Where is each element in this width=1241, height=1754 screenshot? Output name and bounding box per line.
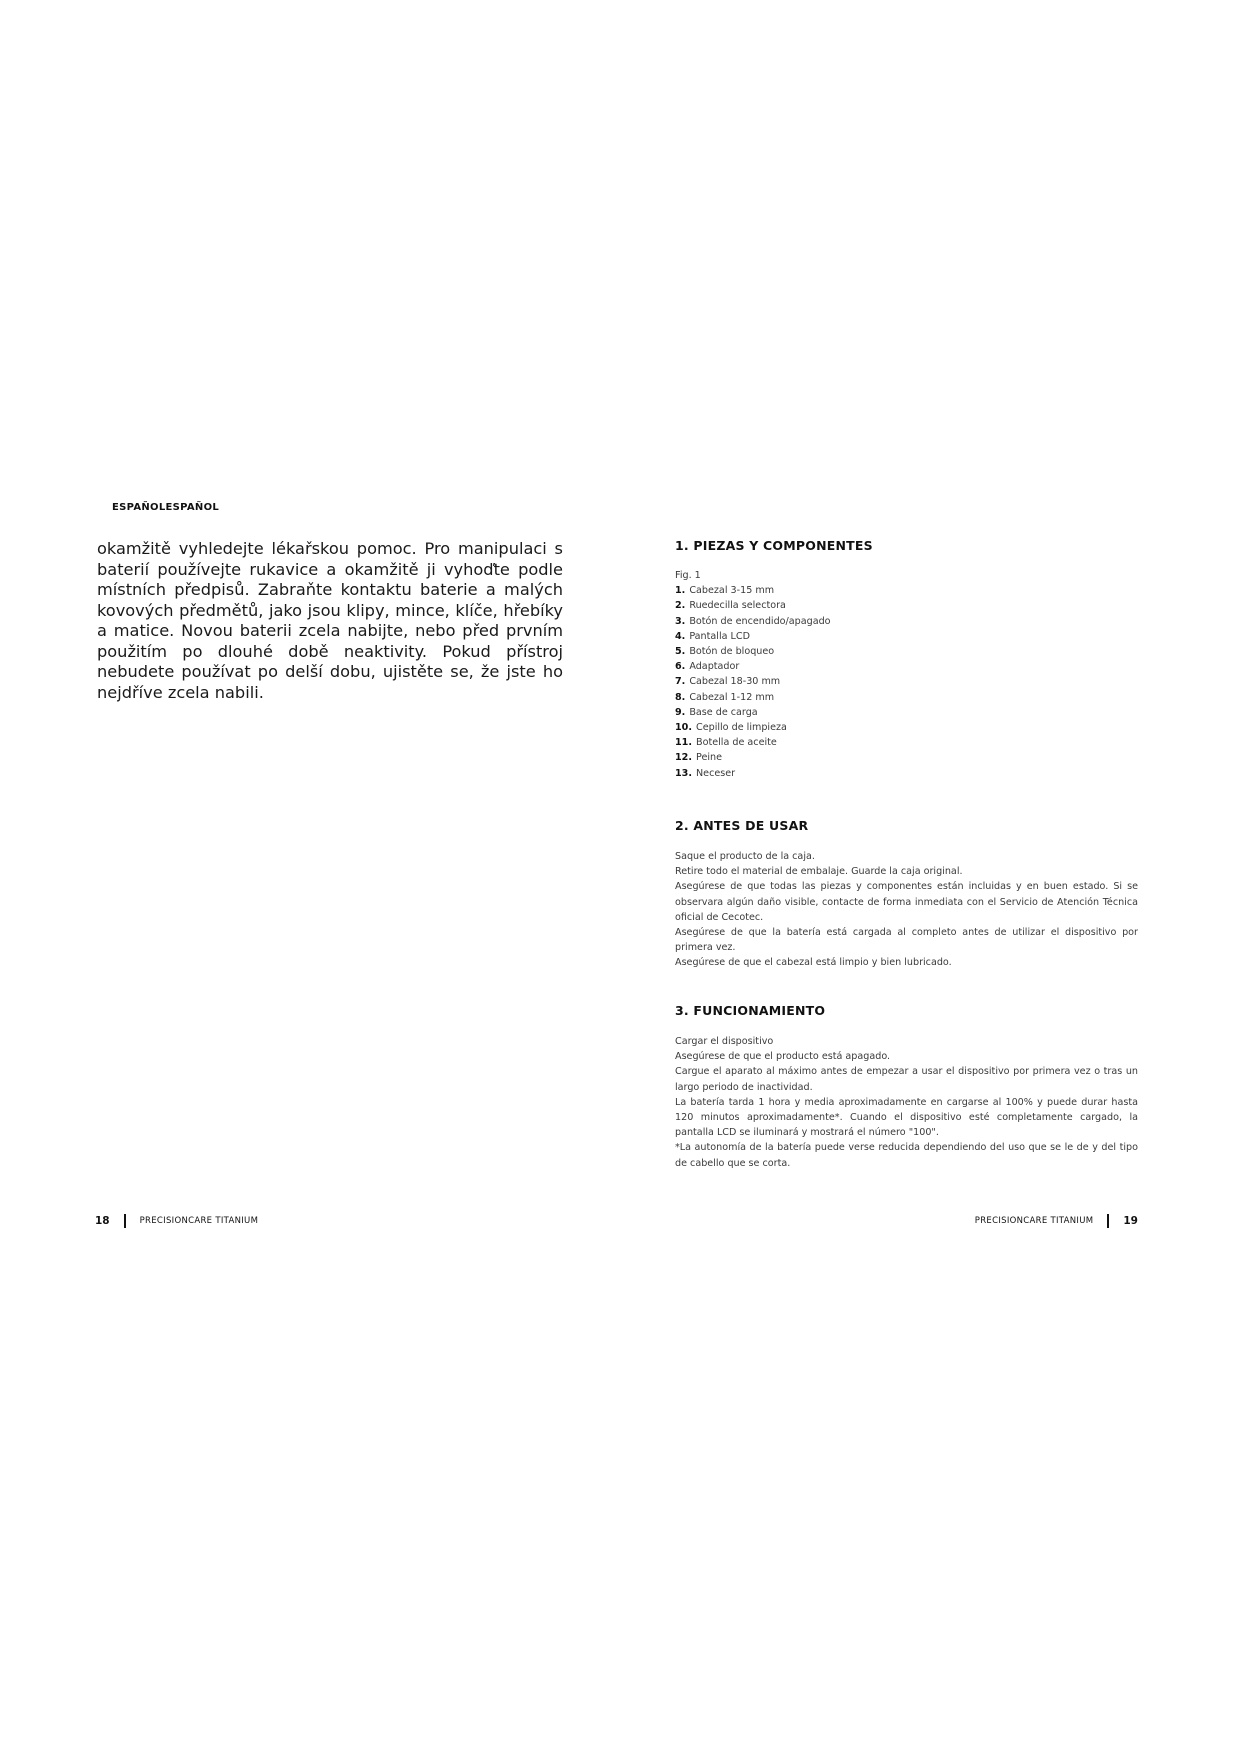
- item-number: 7.: [675, 676, 686, 688]
- item-text: Botón de bloqueo: [689, 646, 775, 658]
- item-number: 5.: [675, 646, 686, 658]
- item-number: 4.: [675, 630, 686, 642]
- list-item: [675, 583, 1138, 598]
- item-number: 3.: [675, 615, 686, 627]
- parts-list: [675, 583, 1138, 781]
- paragraph-line: Saque el producto de la caja.: [675, 851, 815, 862]
- item-number: 10.: [675, 722, 692, 734]
- item-text: Neceser: [696, 767, 736, 779]
- item-number: 13.: [675, 767, 692, 779]
- list-item: [675, 735, 1138, 750]
- list-item: [675, 750, 1138, 765]
- footer-divider: [1107, 1214, 1109, 1228]
- parts-body: [675, 568, 1138, 781]
- section-title-before-use: 2. ANTES DE USAR: [675, 818, 809, 833]
- paragraph-line: Retire todo el material de embalaje. Guarde la caja original.: [675, 866, 963, 878]
- paragraph-line: Cargue el aparato al máximo antes de empezar a usar el dispositivo por primera vez o tras un largo periodo de inactividad.: [675, 1066, 1138, 1093]
- list-item: [675, 598, 1138, 613]
- list-item: [675, 659, 1138, 674]
- section-parts-components: [675, 538, 1138, 781]
- paragraph-line: *La autonomía de la batería puede verse reducida dependiendo del uso que se le de y del tipo de cabello que se corta.: [675, 1142, 1138, 1169]
- section-title-operation: 3. FUNCIONAMIENTO: [675, 1003, 826, 1018]
- paragraph-line: La batería tarda 1 hora y media aproximadamente en cargarse al 100% y puede durar hasta 120 minutos aproximadamente*. Cuando el dispositivo esté completamente cargado, la pantalla LCD se iluminará y mostrará el número "100".: [675, 1096, 1138, 1139]
- page-number-left: 18: [95, 1215, 110, 1227]
- list-item: [675, 766, 1138, 781]
- list-item: [675, 690, 1138, 705]
- item-text: Base de carga: [689, 706, 758, 718]
- section-title-parts: 1. PIEZAS Y COMPONENTES: [675, 538, 873, 553]
- item-text: Cepillo de limpieza: [696, 722, 787, 734]
- item-number: 11.: [675, 737, 692, 749]
- list-item: [675, 614, 1138, 629]
- footer-right: [975, 1213, 1138, 1229]
- list-item: [675, 629, 1138, 644]
- left-page-body-text: okamžitě vyhledejte lékařskou pomoc. Pro manipulaci s baterií používejte rukavice a okamžitě ji vyhoďte podle místních předpisů. Zabraňte kontaktu baterie a malých kovových předmětů, jako jsou klipy, mince, klíče, hřebíky a matice. Novou baterii zcela nabijte, nebo před prvním použitím po dlouhé době neaktivity. Pokud přístroj nebudete používat po delší dobu, ujistěte se, že jste ho nejdříve zcela nabili.: [97, 539, 563, 702]
- item-number: 8.: [675, 691, 686, 703]
- list-item: [675, 674, 1138, 689]
- item-text: Cabezal 18-30 mm: [689, 676, 781, 688]
- paragraph-line: Asegúrese de que el producto está apagado.: [675, 1051, 891, 1063]
- paragraph-line: Asegúrese de que el cabezal está limpio y bien lubricado.: [675, 957, 952, 969]
- footer-product-title-left: PRECISIONCARE TITANIUM: [139, 1216, 259, 1226]
- page-number-right: 19: [1123, 1215, 1138, 1227]
- section-before-use: [675, 818, 1138, 971]
- item-number: 2.: [675, 600, 686, 612]
- figure-label: Fig. 1: [675, 570, 701, 581]
- item-number: 12.: [675, 752, 692, 764]
- item-text: Cabezal 3-15 mm: [689, 585, 775, 597]
- footer-divider: [124, 1214, 126, 1228]
- section-operation: [675, 1003, 1138, 1171]
- footer-product-title-right: PRECISIONCARE TITANIUM: [974, 1216, 1094, 1226]
- item-text: Peine: [696, 752, 722, 764]
- paragraph-line: Asegúrese de que todas las piezas y componentes están incluidas y en buen estado. Si se observara algún daño visible, contacte de forma inmediata con el Servicio de Atención Técnica oficial de Cecotec.: [675, 881, 1138, 923]
- footer-left: [95, 1213, 258, 1229]
- before-use-body: [675, 849, 1138, 971]
- language-label: ESPAÑOLESPAÑOL: [112, 502, 220, 513]
- paragraph-line: Cargar el dispositivo: [675, 1036, 774, 1047]
- item-text: Botella de aceite: [696, 737, 777, 749]
- list-item: [675, 720, 1138, 735]
- item-number: 1.: [675, 585, 686, 597]
- item-text: Cabezal 1-12 mm: [689, 691, 775, 703]
- paragraph-line: Asegúrese de que la batería está cargada al completo antes de utilizar el dispositivo por primera vez.: [675, 927, 1138, 954]
- item-number: 6.: [675, 661, 686, 673]
- item-number: 9.: [675, 706, 686, 718]
- item-text: Botón de encendido/apagado: [689, 615, 831, 627]
- operation-body: [675, 1034, 1138, 1171]
- item-text: Adaptador: [689, 661, 740, 673]
- item-text: Ruedecilla selectora: [689, 600, 786, 612]
- item-text: Pantalla LCD: [689, 630, 750, 642]
- list-item: [675, 705, 1138, 720]
- list-item: [675, 644, 1138, 659]
